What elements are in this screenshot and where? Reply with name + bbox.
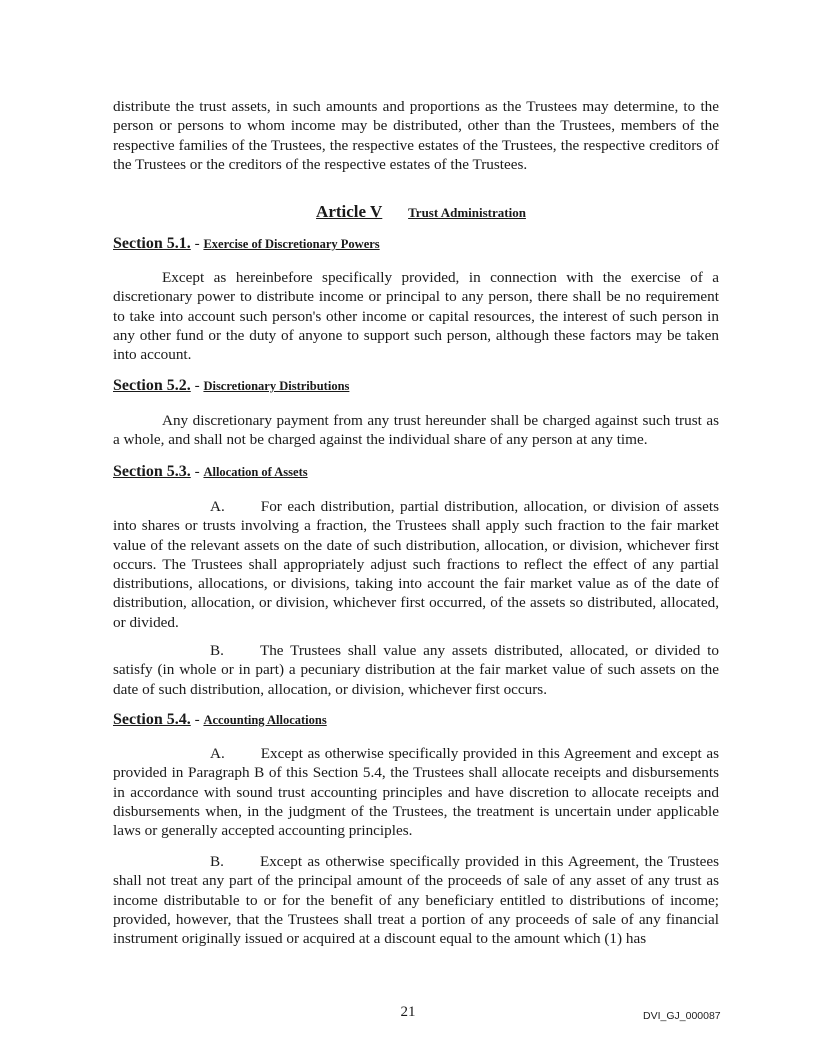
- paragraph-label: B.: [210, 642, 224, 659]
- section-dash: -: [190, 235, 204, 252]
- intro-paragraph: distribute the trust assets, in such amounts and proportions as the Trustees may determine, to the person or persons to whom income may be distributed, other than the Trustees, members of the respective families of the Trustees, the respective estates of the Trustees, the respective creditors of the Trustees or the creditors of the respective estates of the Trustees.: [113, 98, 719, 173]
- section-dash: -: [190, 377, 204, 394]
- section-number: Section 5.2.: [113, 377, 191, 394]
- section-5-1-paragraph: Except as hereinbefore specifically provided, in connection with the exercise of a discretionary power to distribute income or principal to any person, there shall be no requirement to take into account such person's other income or capital resources, the interest of such person in any other fund or the duty of anyone to support such person, although these factors may be taken into account.: [113, 269, 719, 364]
- section-5-3-paragraph-a: [113, 497, 719, 632]
- section-number: Section 5.1.: [113, 235, 191, 252]
- paragraph-text: For each distribution, partial distribution, allocation, or division of assets into shares or trusts involving a fraction, the Trustees shall apply such fraction to the fair market value of the relevant assets on the date of such distribution, allocation, or division, whichever first occurs. The Trustees shall appropriately adjust such fractions to reflect the effect of any partial distributions, allocations, or divisions, taking into account the fair market value as of the date of distribution, allocation, or division, whichever first occurred, of the assets so distributed, allocated, or divided.: [113, 498, 719, 631]
- section-5-4-paragraph-a: [113, 744, 719, 840]
- section-5-2-heading: [113, 376, 349, 396]
- section-title: Accounting Allocations: [203, 713, 327, 727]
- section-5-1-heading: [113, 234, 380, 254]
- page-number: 21: [400, 1004, 416, 1020]
- paragraph-text: The Trustees shall value any assets distributed, allocated, or divided to satisfy (in whole or in part) a pecuniary distribution at the fair market value of such assets on the date of such distribution, allocation, or division, whichever first occurs.: [113, 642, 719, 698]
- section-5-4-heading: [113, 710, 327, 730]
- section-number: Section 5.4.: [113, 711, 191, 728]
- section-number: Section 5.3.: [113, 463, 191, 480]
- section-5-3-paragraph-b: [113, 641, 719, 699]
- section-dash: -: [190, 711, 204, 728]
- article-title: Article V: [316, 202, 383, 221]
- section-title: Discretionary Distributions: [203, 379, 350, 393]
- paragraph-label: B.: [210, 853, 224, 870]
- article-heading: [0, 202, 816, 222]
- bates-number: DVI_GJ_000087: [643, 1010, 721, 1022]
- section-dash: -: [190, 463, 204, 480]
- section-title: Allocation of Assets: [203, 465, 308, 479]
- section-5-4-paragraph-b: [113, 852, 719, 948]
- article-subtitle: Trust Administration: [408, 205, 526, 220]
- section-title: Exercise of Discretionary Powers: [203, 237, 380, 251]
- paragraph-label: A.: [210, 498, 225, 515]
- paragraph-text: Except as otherwise specifically provided in this Agreement, the Trustees shall not treat any part of the principal amount of the proceeds of sale of any asset of any trust as income distributable to or for the benefit of any beneficiary entitled to distributions of income; provided, however, that the Trustees shall treat a portion of any proceeds of sale of any financial instrument originally issued or acquired at a discount equal to the amount which (1) has: [113, 853, 719, 948]
- paragraph-text: Except as otherwise specifically provided in this Agreement and except as provided in Paragraph B of this Section 5.4, the Trustees shall allocate receipts and disbursements in accordance with sound trust accounting principles and have discretion to allocate receipts and disbursements when, in the judgment of the Trustees, the treatment is uncertain under applicable laws or generally accepted accounting principles.: [113, 745, 719, 840]
- paragraph-label: A.: [210, 745, 225, 762]
- section-5-2-paragraph: Any discretionary payment from any trust hereunder shall be charged against such trust as a whole, and shall not be charged against the individual share of any person at any time.: [113, 412, 719, 449]
- section-5-3-heading: [113, 462, 308, 482]
